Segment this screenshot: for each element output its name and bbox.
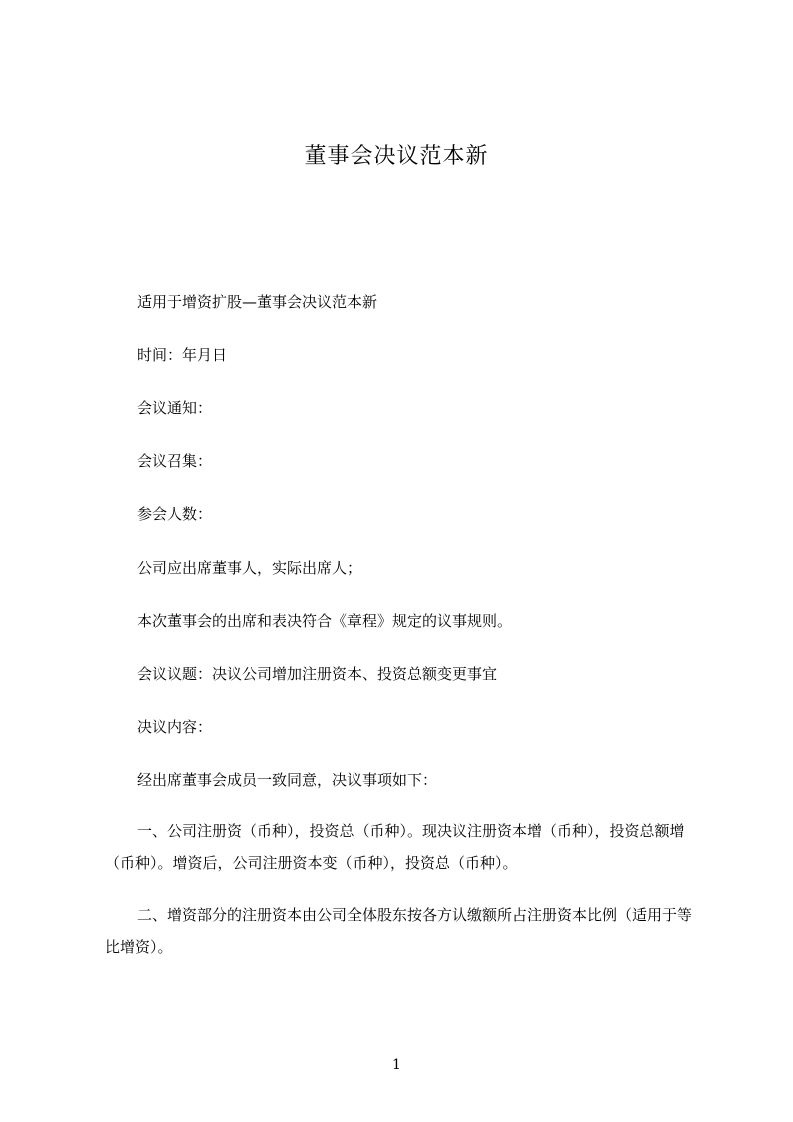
document-title: 董事会决议范本新 (304, 144, 489, 169)
consensus-statement-line: 经出席董事会成员一致同意，决议事项如下： (137, 771, 438, 789)
applicability-line: 适用于增资扩股—董事会决议范本新 (137, 293, 378, 311)
meeting-notice-line: 会议通知： (137, 399, 213, 417)
page-number: 1 (392, 1057, 401, 1073)
meeting-convening-line: 会议召集： (137, 452, 213, 470)
resolution-item-1: 一、公司注册资（币种），投资总（币种）。现决议注册资本增（币种），投资总额增（币种）。增资后，公司注册资本变（币种），投资总（币种）。 (105, 822, 685, 872)
attendance-detail-line: 公司应出席董事人，实际出席人； (137, 559, 363, 577)
meeting-time-line: 时间：年月日 (137, 346, 228, 364)
resolution-item-2: 二、增资部分的注册资本由公司全体股东按各方认缴额所占注册资本比例（适用于等比增资）。 (105, 906, 693, 956)
compliance-statement-line: 本次董事会的出席和表决符合《章程》规定的议事规则。 (137, 612, 513, 630)
meeting-topic-line: 会议议题：决议公司增加注册资本、投资总额变更事宜 (137, 665, 498, 683)
attendance-count-line: 参会人数： (137, 505, 213, 523)
resolution-content-heading: 决议内容： (137, 718, 213, 736)
